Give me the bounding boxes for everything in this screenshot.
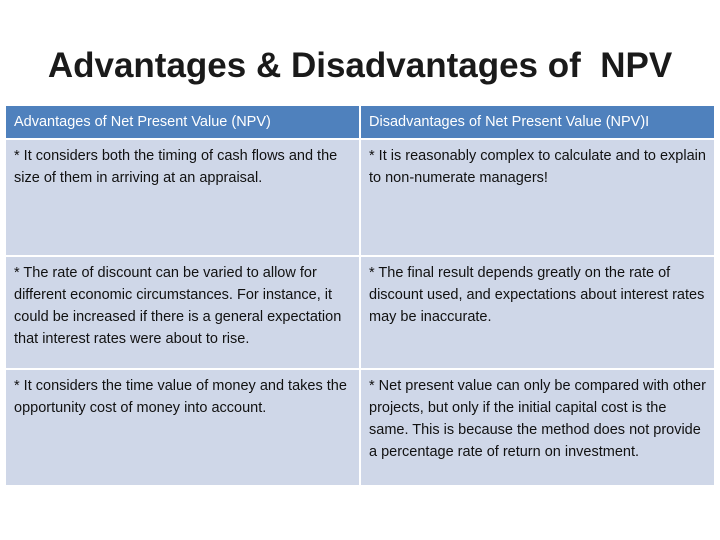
header-advantages: Advantages of Net Present Value (NPV) [6,106,360,139]
advantage-cell: * It considers both the timing of cash flows and the size of them in arriving at an appraisal. [6,139,360,256]
npv-comparison-table [6,106,714,487]
disadvantage-cell: * The final result depends greatly on the rate of discount used, and expectations about interest rates may be inaccurate. [360,256,714,369]
table-row [6,139,714,256]
table-row [6,369,714,486]
advantage-cell: * The rate of discount can be varied to allow for different economic circumstances. For instance, it could be increased if there is a general expectation that interest rates were about to rise. [6,256,360,369]
header-disadvantages: Disadvantages of Net Present Value (NPV)I [360,106,714,139]
table-header-row [6,106,714,139]
disadvantage-cell: * Net present value can only be compared with other projects, but only if the initial capital cost is the same. This is because the method does not provide a percentage rate of return on investment. [360,369,714,486]
table-row [6,256,714,369]
disadvantage-cell: * It is reasonably complex to calculate and to explain to non-numerate managers! [360,139,714,256]
slide-title: Advantages & Disadvantages of NPV [47,46,673,85]
advantage-cell: * It considers the time value of money and takes the opportunity cost of money into account. [6,369,360,486]
